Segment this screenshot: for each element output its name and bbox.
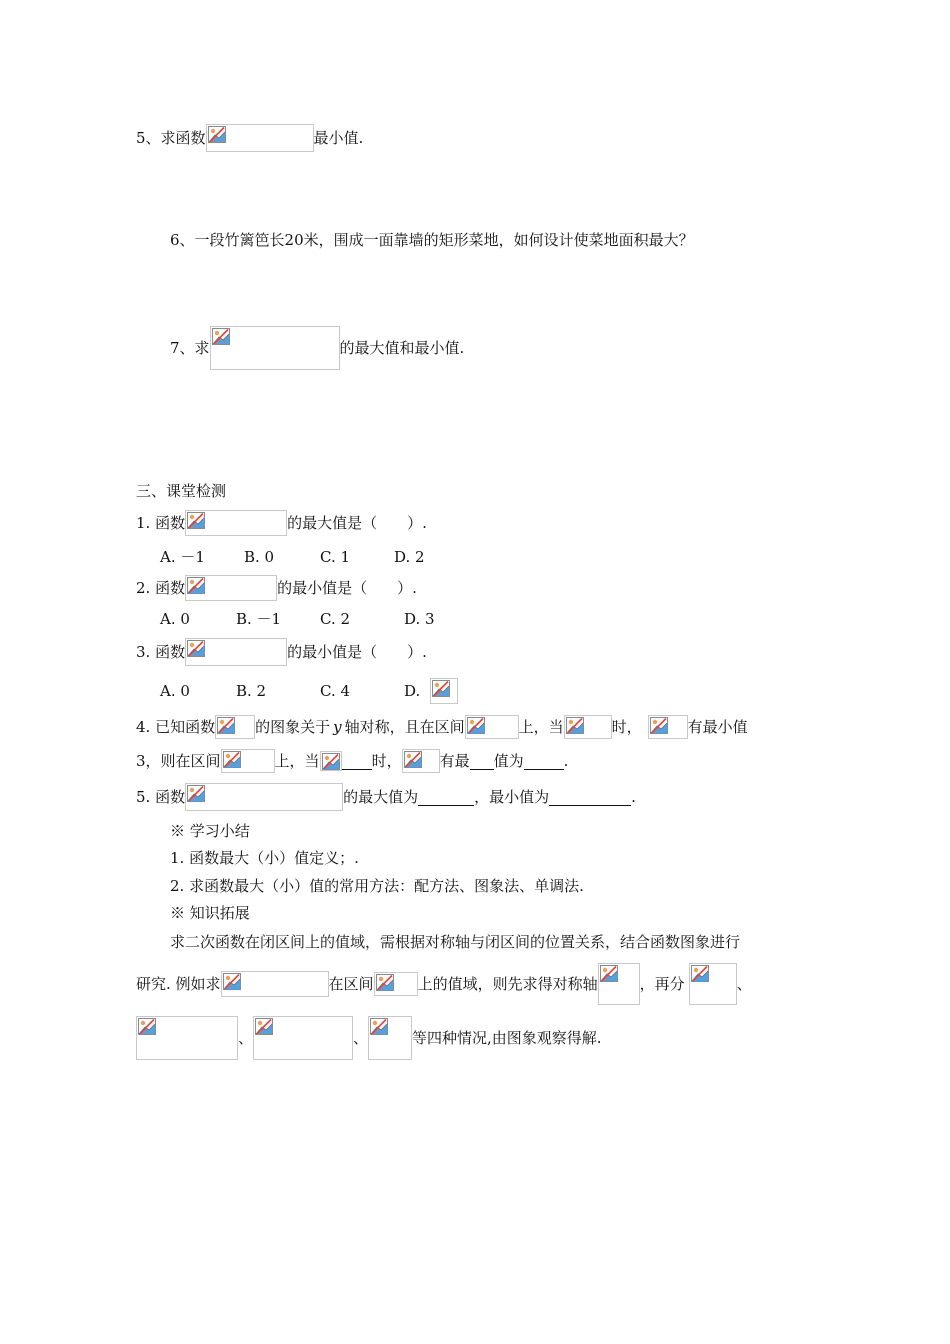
extension-line-2	[136, 963, 752, 1005]
answer-blank	[342, 753, 372, 770]
check-question-1	[136, 510, 427, 536]
option-c: C. 4	[320, 682, 351, 700]
broken-image-icon	[467, 717, 485, 734]
c4-text: 上，当	[274, 752, 320, 770]
check-question-4-line-2	[136, 748, 568, 774]
broken-image-icon	[432, 680, 450, 697]
c2-options	[160, 606, 435, 632]
broken-image-icon	[223, 751, 241, 768]
broken-image-icon	[187, 640, 205, 657]
option-d: D.	[404, 682, 421, 700]
broken-image-icon	[566, 717, 584, 734]
formula-image	[430, 678, 458, 704]
formula-image	[598, 963, 640, 1005]
formula-image	[564, 715, 612, 739]
summary-title	[170, 818, 250, 844]
extension-text: 、	[736, 975, 752, 993]
c2-suffix: 的最小值是（ ）.	[277, 579, 417, 597]
c3-options	[160, 678, 458, 704]
formula-image	[185, 575, 277, 601]
option-a: A. －1	[160, 548, 205, 566]
summary-item-2	[170, 873, 584, 899]
summary-title-text: ※ 学习小结	[170, 822, 250, 840]
c3-prefix: 3. 函数	[136, 643, 186, 661]
answer-blank	[418, 789, 474, 806]
extension-text: 研究. 例如求	[136, 975, 221, 993]
extension-line-1	[170, 929, 740, 955]
extension-text: 、	[353, 1029, 369, 1047]
option-b: B. 2	[236, 682, 267, 700]
c1-suffix: 的最大值是（ ）.	[287, 514, 427, 532]
formula-image	[402, 749, 440, 773]
formula-image	[215, 715, 255, 739]
broken-image-icon	[187, 512, 205, 529]
formula-image	[185, 638, 287, 666]
question-6	[170, 227, 694, 253]
section-title-text: 三、课堂检测	[136, 482, 227, 500]
formula-image	[221, 971, 329, 997]
formula-image	[185, 783, 343, 811]
option-a: A. 0	[160, 610, 190, 628]
section-title	[136, 478, 226, 504]
c4-text: .	[563, 752, 569, 770]
c4-text: 4. 已知函数	[136, 718, 216, 736]
c4-text: 时，	[371, 752, 402, 770]
formula-image	[689, 963, 737, 1005]
answer-blank	[524, 753, 564, 770]
option-c: C. 1	[320, 548, 351, 566]
broken-image-icon	[138, 1018, 156, 1035]
broken-image-icon	[404, 751, 422, 768]
c3-suffix: 的最小值是（ ）.	[287, 643, 427, 661]
broken-image-icon	[691, 965, 709, 982]
formula-image	[221, 749, 275, 773]
formula-image	[648, 715, 688, 739]
check-question-4-line-1	[136, 714, 748, 740]
c4-variable: y	[333, 718, 342, 736]
c5-text: ，最小值为	[474, 788, 550, 806]
extension-text: 上的值域，则先求得对称轴	[417, 975, 598, 993]
q5-prefix: 5、求函数	[136, 129, 206, 147]
option-d: D. 3	[404, 610, 435, 628]
c2-prefix: 2. 函数	[136, 579, 186, 597]
c4-text: 时，	[611, 718, 642, 736]
broken-image-icon	[223, 973, 241, 990]
check-question-2	[136, 575, 417, 601]
c5-text: 的最大值为	[343, 788, 419, 806]
extension-text: 求二次函数在闭区间上的值域，需根据对称轴与闭区间的位置关系，结合函数图象进行	[170, 933, 741, 951]
c4-text: 有最小值	[687, 718, 748, 736]
summary-text: 1. 函数最大（小）值定义；.	[170, 849, 359, 867]
c4-text: 轴对称，且在区间	[344, 718, 465, 736]
c1-prefix: 1. 函数	[136, 514, 186, 532]
broken-image-icon	[208, 126, 226, 143]
c4-text: 值为	[493, 752, 524, 770]
extension-title-text: ※ 知识拓展	[170, 904, 250, 922]
broken-image-icon	[370, 1018, 388, 1035]
broken-image-icon	[217, 717, 235, 734]
broken-image-icon	[187, 785, 205, 802]
broken-image-icon	[650, 717, 668, 734]
summary-item-1	[170, 845, 359, 871]
extension-title	[170, 900, 250, 926]
summary-text: 2. 求函数最大（小）值的常用方法：配方法、图象法、单调法.	[170, 877, 584, 895]
q7-suffix: 的最大值和最小值.	[339, 339, 465, 357]
check-question-5	[136, 784, 636, 810]
q5-suffix: 最小值.	[313, 129, 364, 147]
broken-image-icon	[212, 328, 230, 345]
broken-image-icon	[322, 753, 340, 770]
option-c: C. 2	[320, 610, 351, 628]
broken-image-icon	[600, 965, 618, 982]
c4-text: 有最	[439, 752, 470, 770]
c4-text: 上，当	[518, 718, 564, 736]
formula-image	[206, 124, 314, 152]
question-7	[170, 326, 464, 370]
formula-image	[368, 1016, 412, 1060]
q7-prefix: 7、求	[170, 339, 210, 357]
answer-blank	[549, 789, 631, 806]
c5-text: .	[631, 788, 636, 806]
c5-prefix: 5. 函数	[136, 788, 186, 806]
check-question-3	[136, 639, 427, 665]
answer-blank	[470, 753, 494, 770]
formula-image	[185, 510, 287, 536]
extension-text: ，再分	[639, 975, 685, 993]
formula-image	[136, 1016, 238, 1060]
c1-options	[160, 544, 425, 570]
extension-text: 在区间	[328, 975, 374, 993]
formula-image	[320, 751, 342, 771]
c4-text: 3，则在区间	[136, 752, 221, 770]
formula-image	[210, 326, 340, 370]
c4-text: 的图象关于	[255, 718, 331, 736]
extension-text: 等四种情况,由图象观察得解.	[412, 1029, 602, 1047]
option-b: B. －1	[236, 610, 282, 628]
option-d: D. 2	[394, 548, 425, 566]
option-a: A. 0	[160, 682, 190, 700]
option-b: B. 0	[244, 548, 275, 566]
formula-image	[253, 1016, 353, 1060]
broken-image-icon	[255, 1018, 273, 1035]
formula-image	[374, 972, 418, 996]
question-5	[136, 125, 363, 151]
broken-image-icon	[187, 577, 205, 594]
extension-text: 、	[238, 1029, 254, 1047]
formula-image	[465, 715, 519, 739]
q6-text: 6、一段竹篱笆长20米，围成一面靠墙的矩形菜地，如何设计使菜地面积最大？	[170, 231, 694, 249]
extension-line-3	[136, 1016, 602, 1060]
broken-image-icon	[376, 974, 394, 991]
